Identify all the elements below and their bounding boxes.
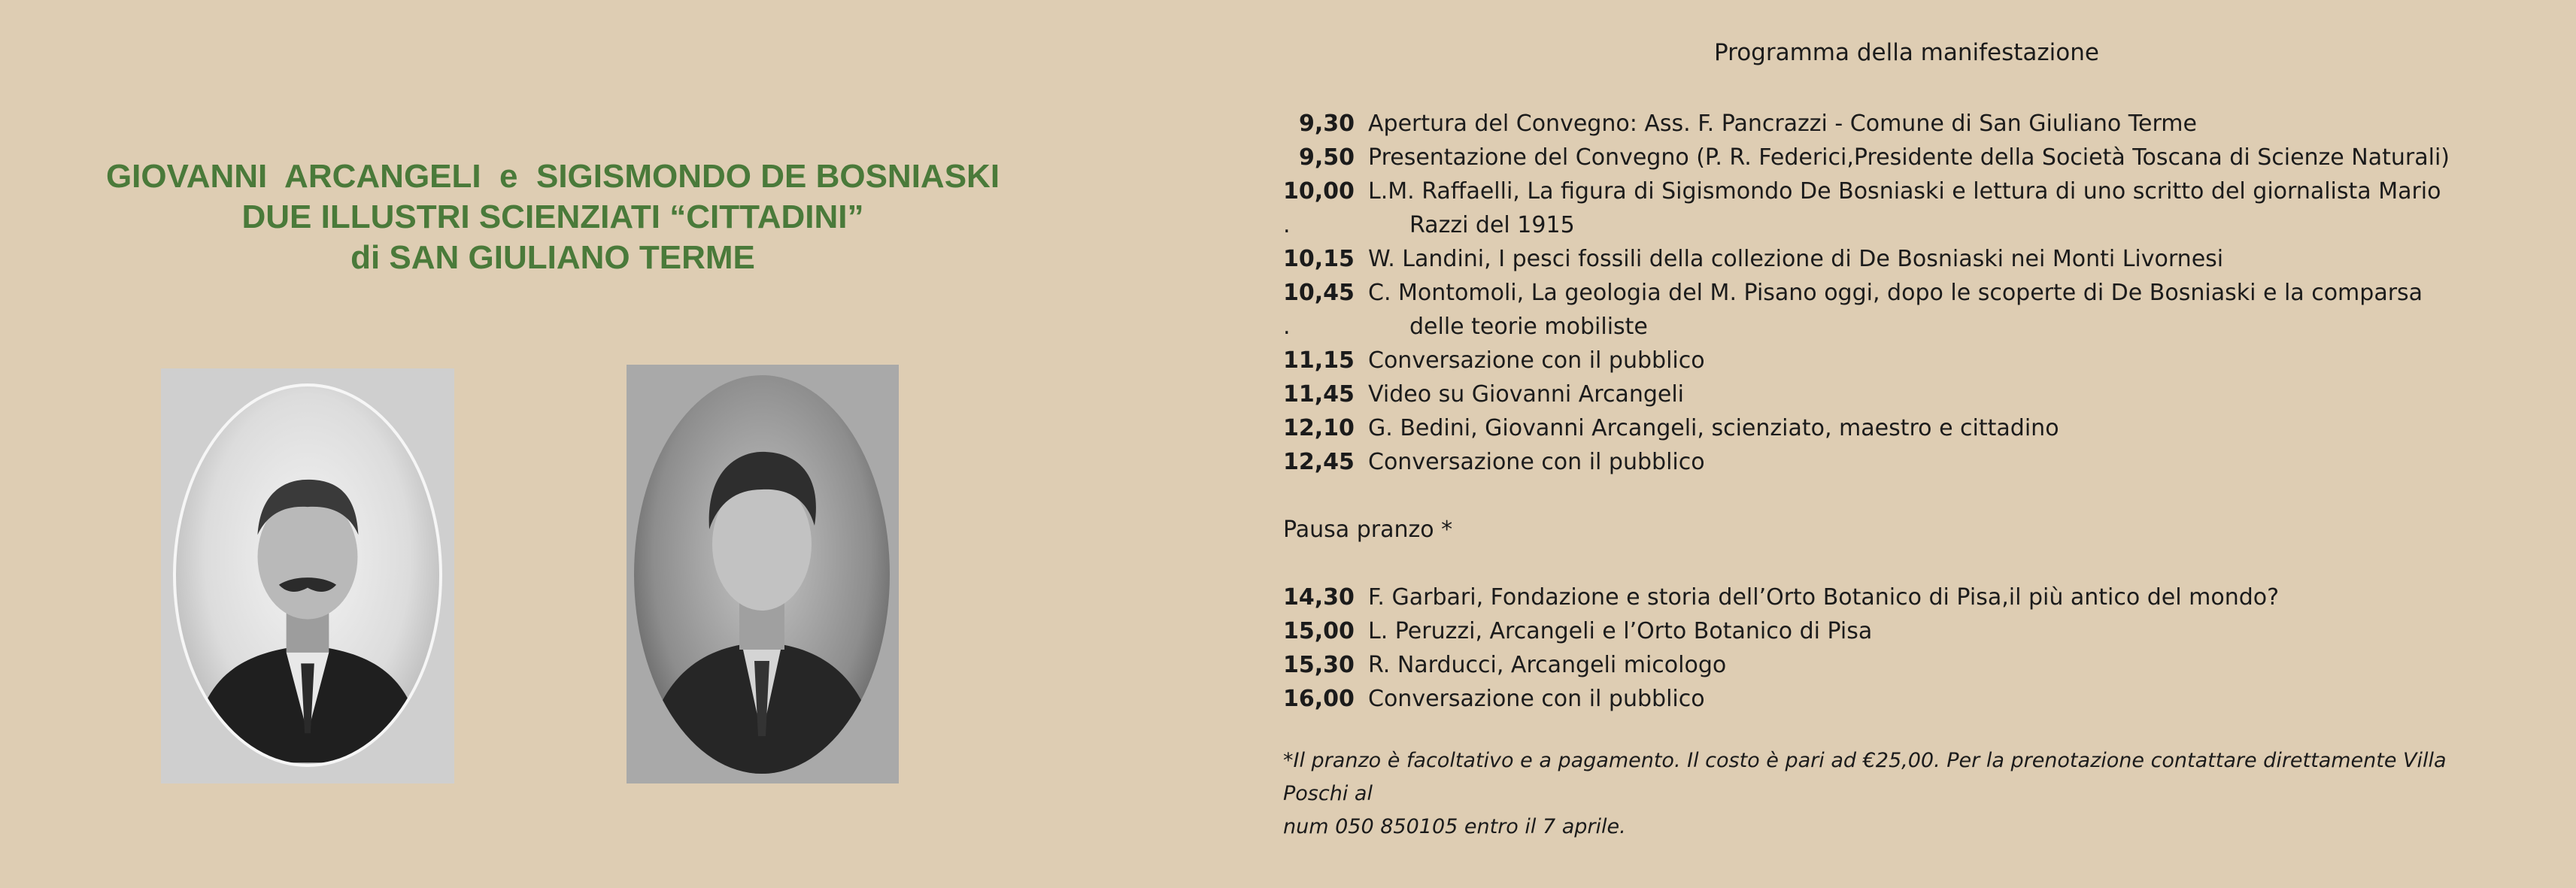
event-title bbox=[45, 156, 1060, 278]
item-text-cont: delle teorie mobiliste bbox=[1409, 314, 1648, 340]
portrait-figure-1 bbox=[176, 386, 439, 764]
program-item-continuation bbox=[1283, 209, 1575, 242]
program-item bbox=[1283, 615, 1872, 648]
continuation-marker: . bbox=[1283, 314, 1291, 340]
item-text: Video su Giovanni Arcangeli bbox=[1368, 381, 1684, 408]
item-time: 15,30 bbox=[1283, 652, 1355, 678]
program-item bbox=[1283, 175, 2441, 208]
program-item bbox=[1283, 649, 1726, 682]
portrait-figure-2 bbox=[634, 375, 890, 774]
program-item bbox=[1283, 683, 1705, 716]
program-item bbox=[1283, 378, 1684, 411]
item-time: 10,00 bbox=[1283, 178, 1355, 205]
item-text: Conversazione con il pubblico bbox=[1368, 449, 1705, 475]
title-line-3: di SAN GIULIANO TERME bbox=[350, 239, 755, 276]
item-text-cont: Razzi del 1915 bbox=[1409, 212, 1575, 238]
program-item bbox=[1283, 446, 1705, 479]
item-text: Apertura del Convegno: Ass. F. Pancrazzi - Comune di San Giuliano Terme bbox=[1368, 111, 2197, 137]
item-text: F. Garbari, Fondazione e storia dell’Orto Botanico di Pisa,il più antico del mondo? bbox=[1368, 584, 2280, 611]
title-line-2: DUE ILLUSTRI SCIENZIATI “CITTADINI” bbox=[241, 199, 864, 235]
item-time: 9,30 bbox=[1298, 111, 1355, 137]
item-time: 16,00 bbox=[1283, 686, 1355, 712]
program-item bbox=[1283, 108, 2197, 141]
item-text: Conversazione con il pubblico bbox=[1368, 347, 1705, 374]
item-time: 11,45 bbox=[1283, 381, 1355, 408]
program-item bbox=[1283, 581, 2279, 614]
continuation-marker: . bbox=[1283, 212, 1291, 238]
portrait-arcangeli bbox=[161, 368, 454, 783]
program-item-continuation bbox=[1283, 311, 1648, 344]
item-time: 9,50 bbox=[1298, 144, 1355, 171]
item-text: Conversazione con il pubblico bbox=[1368, 686, 1705, 712]
program-item bbox=[1283, 243, 2223, 276]
program-item bbox=[1283, 141, 2450, 174]
item-time: 14,30 bbox=[1283, 584, 1355, 611]
item-text: C. Montomoli, La geologia del M. Pisano oggi, dopo le scoperte di De Bosniaski e la comparsa bbox=[1368, 280, 2423, 306]
item-text: L.M. Raffaelli, La figura di Sigismondo De Bosniaski e lettura di uno scritto del giornalista Mario bbox=[1368, 178, 2441, 205]
program-item bbox=[1283, 344, 1705, 377]
portrait-de-bosniaski bbox=[627, 365, 899, 783]
item-text: L. Peruzzi, Arcangeli e l’Orto Botanico di Pisa bbox=[1368, 618, 1873, 644]
lunch-note bbox=[1283, 744, 2517, 844]
program-heading: Programma della manifestazione bbox=[1714, 39, 2099, 66]
item-text: G. Bedini, Giovanni Arcangeli, scienziato, maestro e cittadino bbox=[1368, 415, 2059, 441]
program-item bbox=[1283, 412, 2059, 445]
title-line-1: GIOVANNI ARCANGELI e SIGISMONDO DE BOSNIASKI bbox=[105, 158, 1000, 195]
item-text: R. Narducci, Arcangeli micologo bbox=[1368, 652, 1727, 678]
lunch-note-line-2: num 050 850105 entro il 7 aprile. bbox=[1283, 815, 1626, 838]
item-time: 15,00 bbox=[1283, 618, 1355, 644]
lunch-note-line-1: *Il pranzo è facoltativo e a pagamento. Il costo è pari ad €25,00. Per la prenotazione contattare direttamente Villa Poschi al bbox=[1283, 749, 2447, 805]
item-time: 10,45 bbox=[1283, 280, 1355, 306]
item-time: 11,15 bbox=[1283, 347, 1355, 374]
lunch-break: Pausa pranzo * bbox=[1283, 517, 1453, 543]
item-time: 12,45 bbox=[1283, 449, 1355, 475]
item-text: W. Landini, I pesci fossili della collezione di De Bosniaski nei Monti Livornesi bbox=[1368, 246, 2224, 272]
item-time: 12,10 bbox=[1283, 415, 1355, 441]
item-time: 10,15 bbox=[1283, 246, 1355, 272]
program-item bbox=[1283, 277, 2423, 310]
item-text: Presentazione del Convegno (P. R. Federici,Presidente della Società Toscana di Scienze Naturali) bbox=[1368, 144, 2450, 171]
